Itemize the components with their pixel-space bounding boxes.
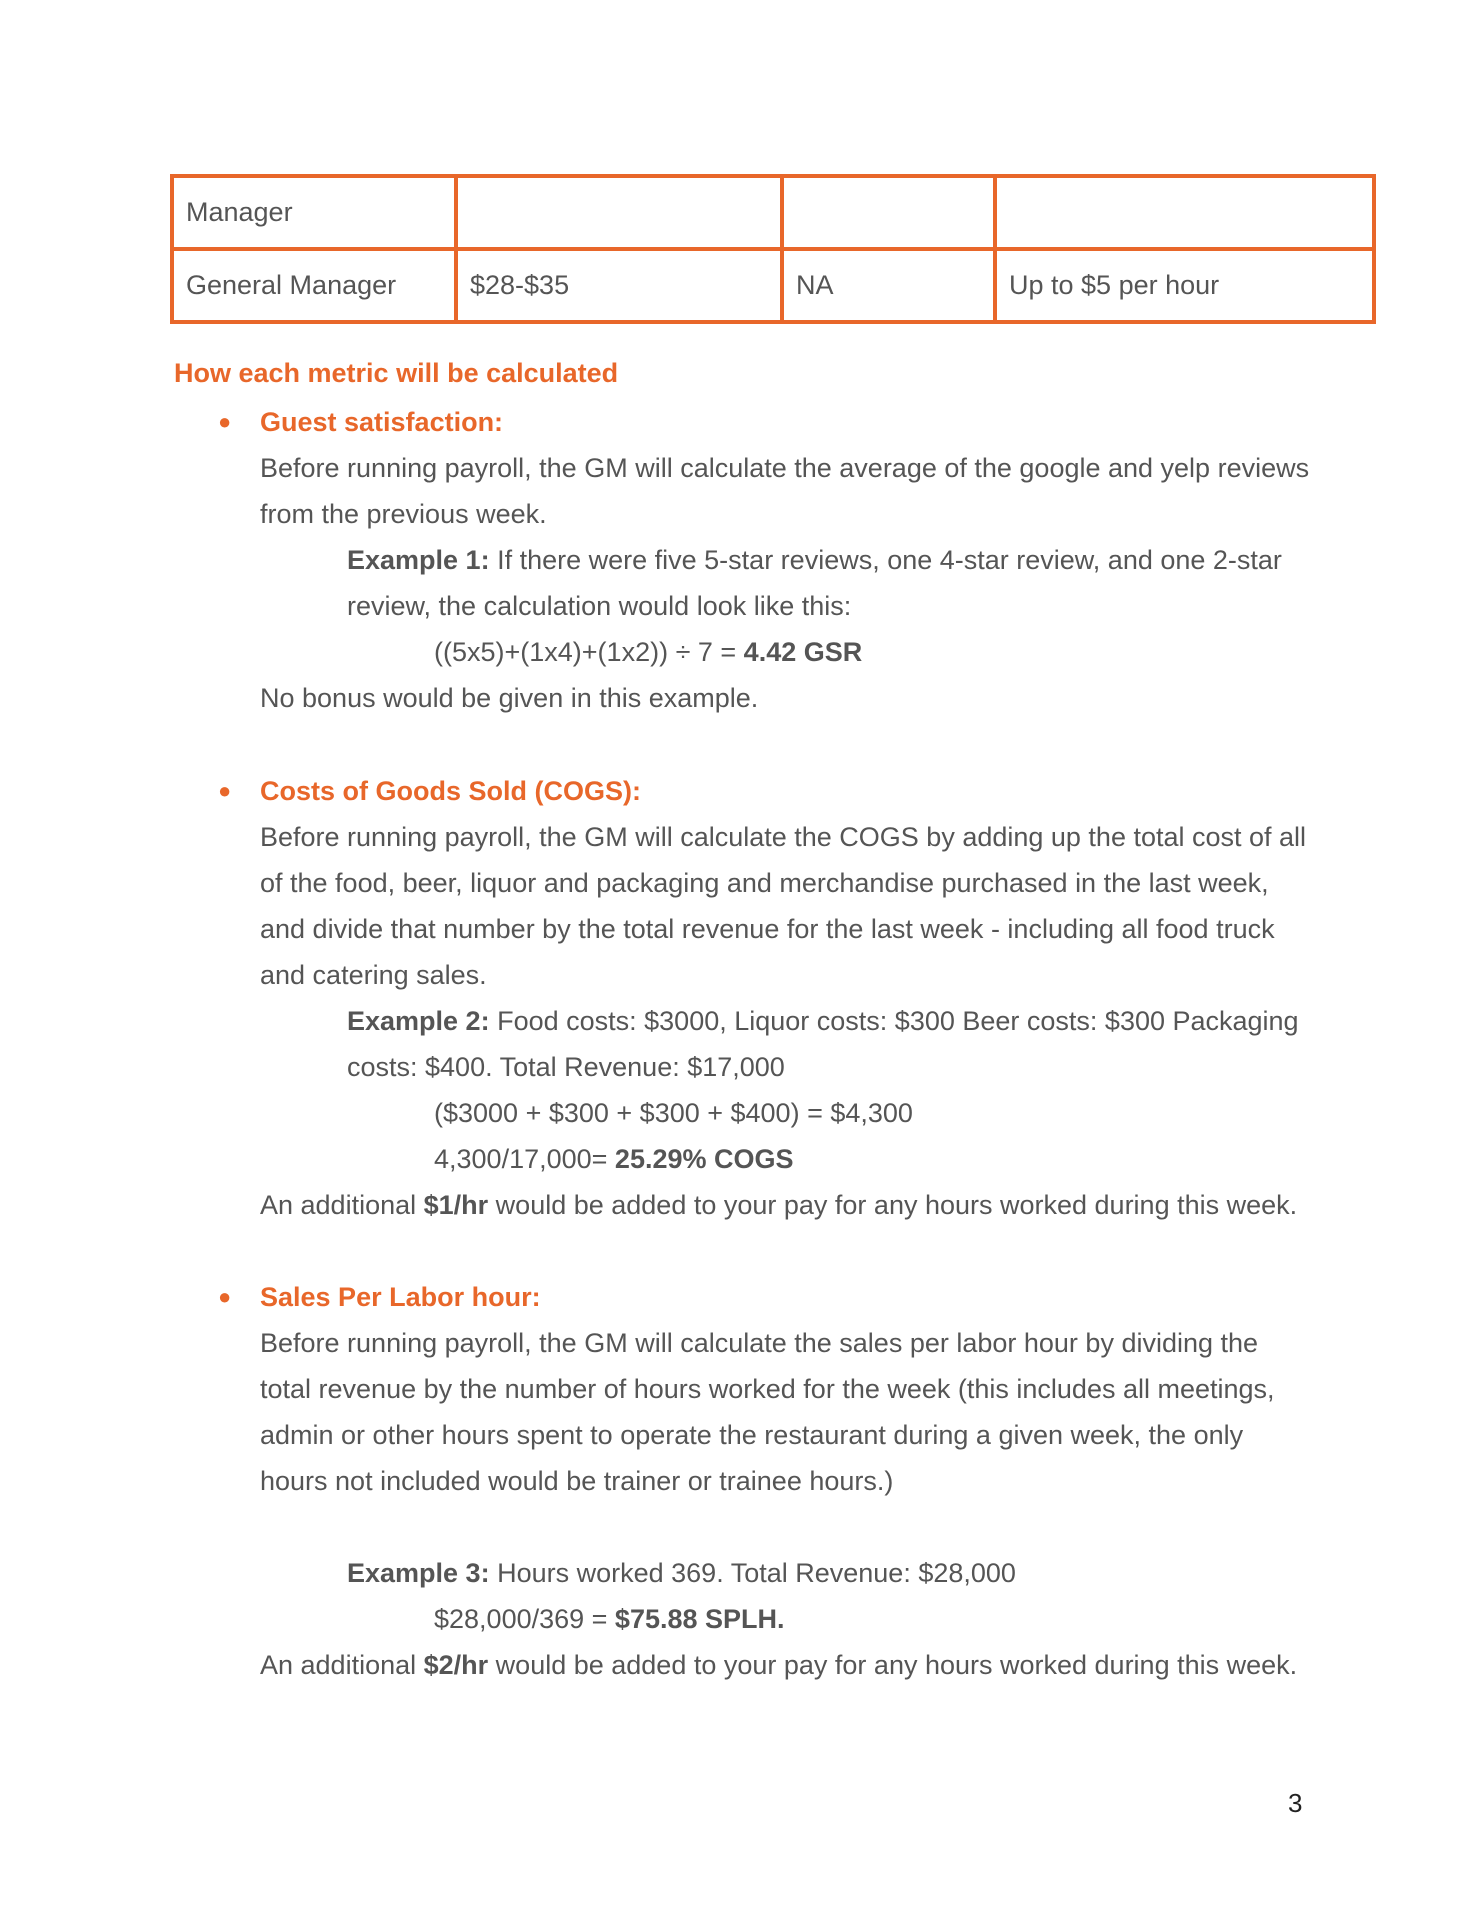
example-1	[347, 537, 1317, 629]
table-cell: Manager	[172, 176, 456, 249]
example-2-calculation-2	[434, 1136, 794, 1182]
splh-title: Sales Per Labor hour:	[260, 1282, 541, 1312]
guest-satisfaction-description: Before running payroll, the GM will calculate the average of the google and yelp reviews from the previous week.	[260, 453, 1310, 529]
cogs-title: Costs of Goods Sold (COGS):	[260, 776, 641, 806]
bullet-icon: ●	[218, 1284, 232, 1309]
example-text: Hours worked 369. Total Revenue: $28,000	[489, 1558, 1016, 1588]
table-cell	[782, 176, 995, 249]
splh-description: Before running payroll, the GM will calculate the sales per labor hour by dividing the total revenue by the number of hours worked for the week (this includes all meetings, admin or other hours spent to operate the restaurant during a given week, the only hours not included would be trainer or trainee hours.)	[260, 1328, 1275, 1496]
table-cell: $28-$35	[456, 249, 782, 322]
bullet-icon: ●	[218, 409, 232, 434]
example-text: Food costs: $3000, Liquor costs: $300 Beer costs: $300 Packaging costs: $400. Total Revenue: $17,000	[347, 1006, 1299, 1082]
table-row	[172, 176, 1374, 249]
table-cell: General Manager	[172, 249, 456, 322]
conclusion-text: An additional	[260, 1650, 424, 1680]
splh-conclusion	[260, 1642, 1310, 1688]
table-cell	[995, 176, 1374, 249]
table-cell	[456, 176, 782, 249]
example-text: If there were five 5-star reviews, one 4-star review, and one 2-star review, the calculation would look like this:	[347, 545, 1282, 621]
guest-satisfaction-title: Guest satisfaction:	[260, 407, 504, 437]
guest-satisfaction-conclusion: No bonus would be given in this example.	[260, 683, 759, 713]
bonus-amount: $2/hr	[423, 1650, 489, 1680]
bullet-icon: ●	[218, 778, 232, 803]
calc-expression: 4,300/17,000=	[434, 1144, 615, 1174]
table-cell: NA	[782, 249, 995, 322]
conclusion-text: would be added to your pay for any hours worked during this week.	[488, 1190, 1298, 1220]
section-heading: How each metric will be calculated	[174, 358, 619, 388]
page-number: 3	[1288, 1788, 1303, 1818]
example-3	[347, 1550, 1317, 1596]
table-cell: Up to $5 per hour	[995, 249, 1374, 322]
calc-result: 4.42 GSR	[743, 637, 863, 667]
example-2-calculation-1: ($3000 + $300 + $300 + $400) = $4,300	[434, 1098, 913, 1128]
example-label: Example 3:	[347, 1558, 490, 1588]
calc-expression: ((5x5)+(1x4)+(1x2)) ÷ 7 =	[434, 637, 744, 667]
cogs-description: Before running payroll, the GM will calculate the COGS by adding up the total cost of all of the food, beer, liquor and packaging and merchandise purchased in the last week, and divide that number by the total revenue for the last week - including all food truck and catering sales.	[260, 822, 1307, 990]
conclusion-text: An additional	[260, 1190, 424, 1220]
pay-table	[170, 174, 1376, 324]
table-row	[172, 249, 1374, 322]
example-2	[347, 998, 1317, 1090]
example-3-calculation	[434, 1596, 785, 1642]
calc-result: $75.88 SPLH.	[614, 1604, 785, 1634]
bonus-amount: $1/hr	[423, 1190, 489, 1220]
example-1-calculation	[434, 629, 862, 675]
example-label: Example 1:	[347, 545, 490, 575]
calc-result: 25.29% COGS	[614, 1144, 794, 1174]
cogs-conclusion	[260, 1182, 1310, 1228]
conclusion-text: would be added to your pay for any hours worked during this week.	[488, 1650, 1298, 1680]
calc-expression: $28,000/369 =	[434, 1604, 615, 1634]
example-label: Example 2:	[347, 1006, 490, 1036]
